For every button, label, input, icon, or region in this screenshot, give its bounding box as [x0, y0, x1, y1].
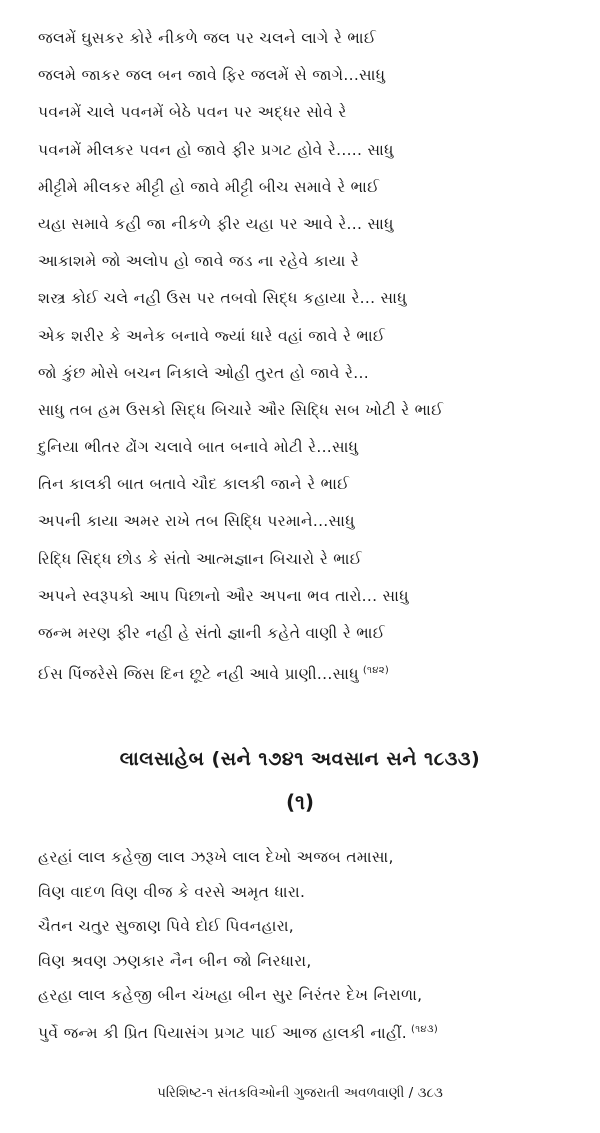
verse-line: રિદ્ધિ સિદ્ધ છોડ કે સંતો આત્મજ્ઞાન બિચારો રે ભાઈ	[38, 549, 363, 568]
verse-line-last	[38, 1013, 593, 1048]
verse-line: તિન કાલકી બાત બતાવે ચૌદ કાલકી જાને રે ભાઈ	[38, 475, 350, 494]
poem-142	[38, 20, 588, 689]
verse-line: મીટ્ટીમે મીલકર મીટ્ટી હો જાવે મીટ્ટી બીચ સમાવે રે ભાઈ	[38, 177, 380, 196]
footnote-ref: (૧૪૨)	[362, 665, 390, 677]
verse-line: યહા સમાવે કહી જા નીકળે ફીર યહા પર આવે રે... સાધુ	[38, 214, 394, 233]
verse-line-last	[38, 652, 588, 689]
verse-text: પુર્વે જન્મ કી પ્રિત પિયાસંગ પ્રગટ પાઈ આજ હાલકી નાહીં.	[38, 1024, 408, 1043]
verse-line: જો કુંછ મોસે બચન નિકાલે ઓહી તુરત હો જાવે રે...	[38, 363, 369, 382]
verse-line: જલમે જાકર જલ બન જાવે ફિર જલમેં સે જાગે...સાધુ	[38, 66, 386, 85]
page-footer: પરિશિષ્ટ-૧ સંતકવિઓની ગુજરાતી અવળવાણી / ૩૮૩	[157, 1085, 443, 1101]
verse-line: પવનમેં ચાલે પવનમેં બેઠે પવન પર અદ્ધર સોવે રે	[38, 103, 347, 122]
verse-line: હરહા લાલ કહેજી બીન ચંખહા બીન સુર નિરંતર દેખ નિરાળા,	[38, 986, 423, 1005]
verse-line: આકાશમે જો અલોપ હો જાવે જડ ના રહેવે કાયા રે	[38, 252, 360, 271]
verse-line: શસ્ત્ર કોઈ ચલે નહી ઉસ પર તબવો સિદ્ધ કહાયા રે... સાધુ	[38, 289, 407, 308]
verse-line: દુનિયા ભીતર ઢોંગ ચલાવે બાત બનાવે મોટી રે...સાધુ	[38, 438, 359, 457]
verse-line: અપની કાયા અમર રાખે તબ સિદ્ધિ પરમાને...સાધુ	[38, 512, 355, 531]
verse-line: ચૈતન ચતુર સુજાણ પિવે દોઈ પિવનહારા,	[38, 917, 295, 936]
verse-line: વિણ શ્રવણ ઝણકાર નૈન બીન જો નિરધારા,	[38, 951, 312, 970]
verse-line: જલમેં ઘુસકર કોરે નીકળે જલ પર ચલને લાગે રે ભાઈ	[38, 29, 377, 47]
verse-text: ઈસ પિંજરેસે જિસ દિન છૂટે નહી આવે પ્રાણી...સાધુ	[38, 665, 359, 684]
verse-line: વિણ વાદળ વિણ વીજ કે વરસે અમૃત ધારા.	[38, 882, 306, 901]
verse-line: હરહાં લાલ કહેજી લાલ ઝરૂખે લાલ દેખો અજબ તમાસા,	[38, 848, 394, 866]
footnote-ref: (૧૪૩)	[411, 1023, 439, 1035]
verse-line: એક શરીર કે અનેક બનાવે જ્યાં ધારે વહાં જાવે રે ભાઈ	[38, 326, 386, 345]
section-heading: લાલસાહેબ (સને ૧૭૪૧ અવસાન સને ૧૮૩૩)	[119, 748, 481, 770]
verse-line: અપને સ્વરૂપકો આપ પિછાનો ઔર અપના ભવ તારો... સાધુ	[38, 586, 409, 605]
poem-number: (૧)	[285, 790, 315, 814]
verse-line: જન્મ મરણ ફીર નહી હે સંતો જ્ઞાની કહેતે વાણી રે ભાઈ	[38, 624, 386, 642]
verse-line: પવનમેં મીલકર પવન હો જાવે ફીર પ્રગટ હોવે રે..... સાધુ	[38, 140, 394, 159]
poem-143	[38, 840, 593, 1048]
verse-line: સાધુ તબ હમ ઉસકો સિદ્ધ બિચારે ઔર સિદ્ધિ સબ ખોટી રે ભાઈ	[38, 400, 444, 419]
